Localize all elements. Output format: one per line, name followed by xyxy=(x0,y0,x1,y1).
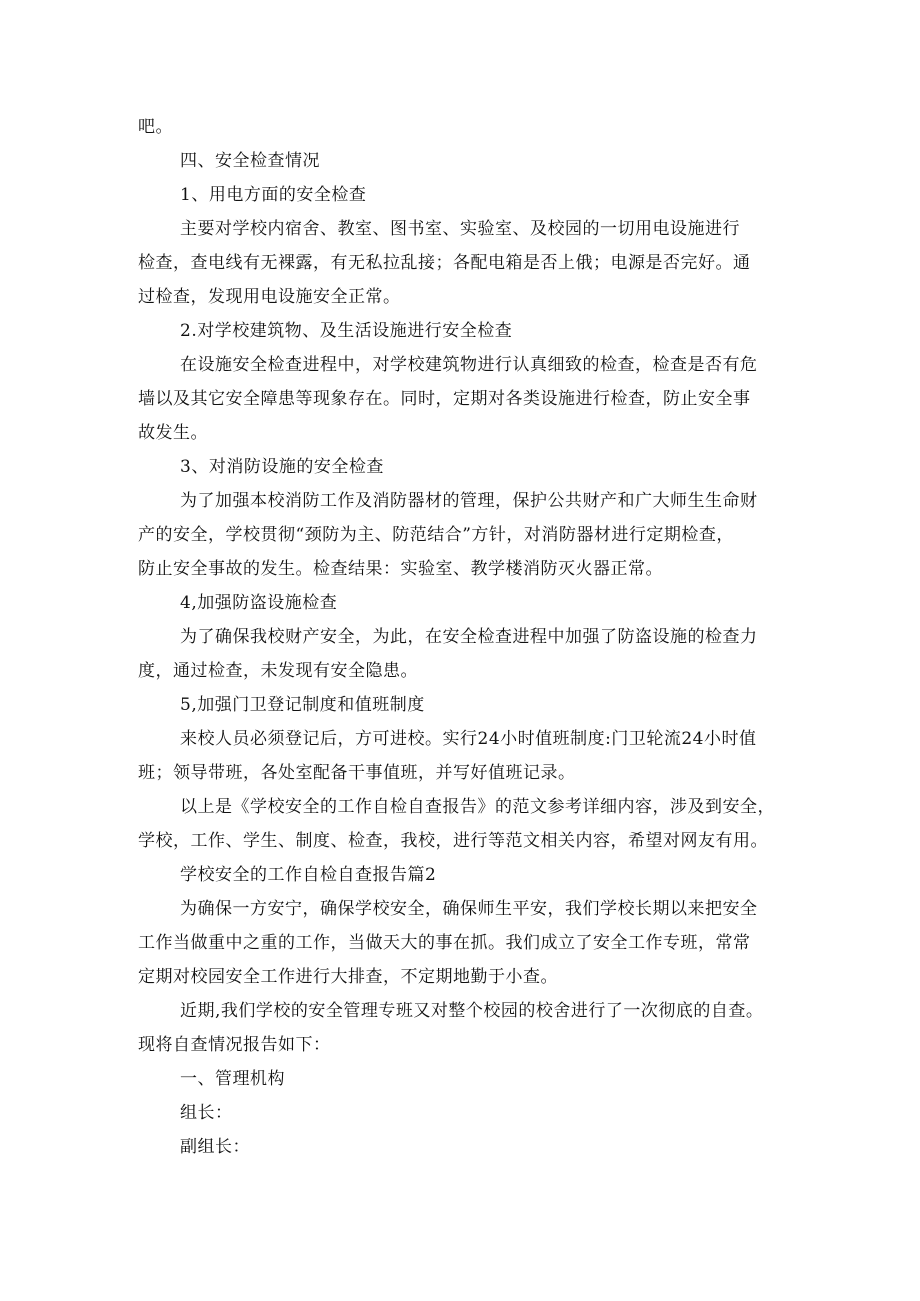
article-title-part2 xyxy=(138,858,802,892)
text-line: 一、管理机构 xyxy=(180,1069,285,1089)
subheading-fire xyxy=(138,450,802,484)
text-line: 吧。 xyxy=(138,117,173,137)
text-line: 2.对学校建筑物、及生活设施进行安全检查 xyxy=(180,321,513,341)
text-line: 以上是《学校安全的工作自检自查报告》的范文参考详细内容，涉及到安全， xyxy=(180,797,775,817)
text-line: 来校人员必须登记后，方可进校。实行24小时值班制度:门卫轮流24小时值 xyxy=(180,729,757,749)
section-heading-safety-inspection xyxy=(138,144,802,178)
field-deputy-leader xyxy=(138,1130,802,1164)
text-line: 产的安全，学校贯彻“颈防为主、防范结合”方针，对消防器材进行定期检查， xyxy=(138,525,734,545)
paragraph-buildings xyxy=(138,348,802,450)
text-line: 为确保一方安宁，确保学校安全，确保师生平安，我们学校长期以来把安全 xyxy=(180,899,758,919)
text-line: 现将自查情况报告如下： xyxy=(138,1035,331,1055)
text-line: 四、安全检查情况 xyxy=(180,151,320,171)
subheading-electrical xyxy=(138,178,802,212)
text-line: 墙以及其它安全障患等现象存在。同时，定期对各类设施进行检查，防止安全事 xyxy=(138,389,751,409)
subheading-theft xyxy=(138,586,802,620)
text-line: 检查，查电线有无裸露，有无私拉乱接；各配电箱是否上俄；电源是否完好。通 xyxy=(138,253,751,273)
paragraph-intro-part2 xyxy=(138,892,802,994)
text-line: 在设施安全检查进程中，对学校建筑物进行认真细致的检查，检查是否有危 xyxy=(180,355,758,375)
section-heading-management xyxy=(138,1062,802,1096)
text-line: 近期,我们学校的安全管理专班又对整个校园的校舍进行了一次彻底的自查。 xyxy=(180,1001,764,1021)
field-group-leader xyxy=(138,1096,802,1130)
paragraph-electrical xyxy=(138,212,802,314)
text-line: 1、用电方面的安全检查 xyxy=(180,185,367,205)
paragraph-fire xyxy=(138,484,802,586)
text-line: 为了加强本校消防工作及消防器材的管理，保护公共财产和广大师生生命财 xyxy=(180,491,758,511)
text-line: 4,加强防盗设施检查 xyxy=(180,593,338,613)
text-line: 工作当做重中之重的工作，当做天大的事在抓。我们成立了安全工作专班，常常 xyxy=(138,933,751,953)
text-line: 学校，工作、学生、制度、检查，我校，进行等范文相关内容，希望对网友有用。 xyxy=(138,831,768,851)
text-line: 防止安全事故的发生。检查结果：实验室、教学楼消防灭火器正常。 xyxy=(138,559,663,579)
text-line: 定期对校园安全工作进行大排查，不定期地勤于小查。 xyxy=(138,967,558,987)
text-line: 故发生。 xyxy=(138,423,208,443)
paragraph-continuation xyxy=(138,110,802,144)
text-line: 学校安全的工作自检自查报告篇2 xyxy=(180,865,437,885)
text-line: 组长： xyxy=(180,1103,233,1123)
paragraph-summary xyxy=(138,790,802,858)
text-line: 5,加强门卫登记制度和值班制度 xyxy=(180,695,425,715)
text-line: 为了确保我校财产安全，为此，在安全检查进程中加强了防盗设施的检查力 xyxy=(180,627,758,647)
text-line: 3、对消防设施的安全检查 xyxy=(180,457,384,477)
text-line: 副组长： xyxy=(180,1137,250,1157)
text-line: 班；领导带班，各处室配备干事值班，并写好值班记录。 xyxy=(138,763,576,783)
text-line: 度，通过检查，未发现有安全隐患。 xyxy=(138,661,418,681)
subheading-guard xyxy=(138,688,802,722)
paragraph-recent-inspection xyxy=(138,994,802,1062)
text-line: 主要对学校内宿舍、教室、图书室、实验室、及校园的一切用电设施进行 xyxy=(180,219,740,239)
paragraph-theft xyxy=(138,620,802,688)
text-line: 过检查，发现用电设施安全正常。 xyxy=(138,287,401,307)
paragraph-guard xyxy=(138,722,802,790)
subheading-buildings xyxy=(138,314,802,348)
